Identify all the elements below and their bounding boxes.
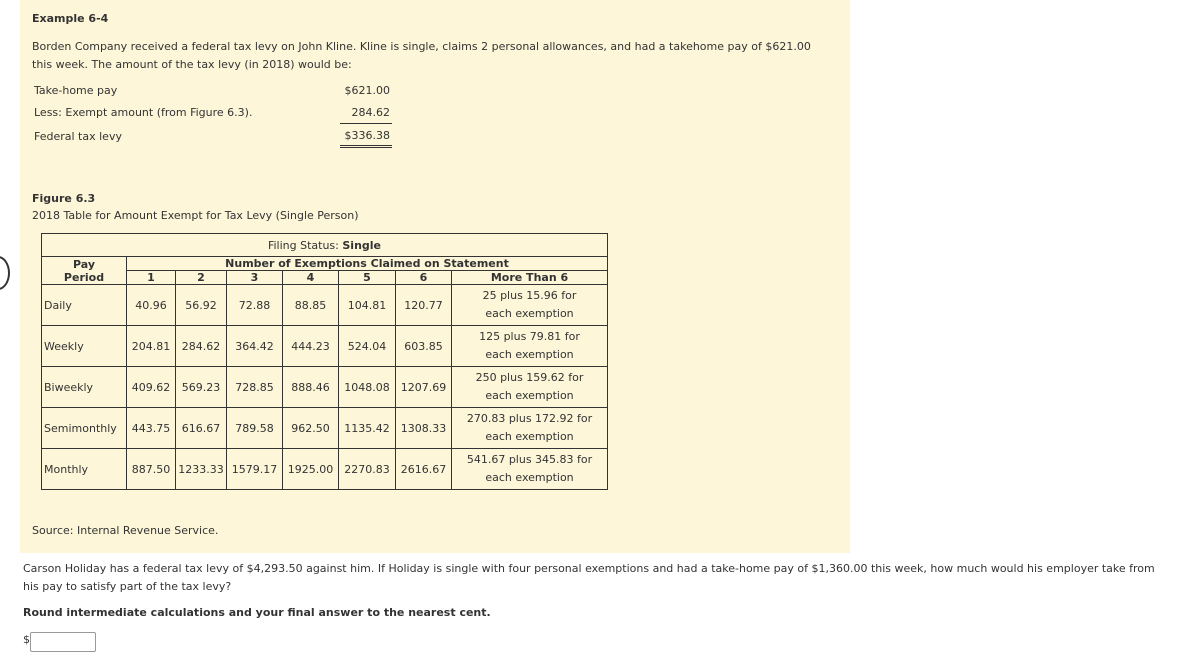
example-panel <box>20 0 850 553</box>
value-cell: 728.85 <box>227 367 283 408</box>
calc-value-levy: $336.38 <box>344 129 390 142</box>
more-line2: each exemption <box>485 348 574 361</box>
filing-status-value: Single <box>342 238 382 252</box>
currency-symbol: $ <box>23 633 30 646</box>
answer-input[interactable] <box>30 632 96 652</box>
filing-status-cell <box>42 234 608 257</box>
calc-value-exempt: 284.62 <box>351 106 390 119</box>
value-cell: 616.67 <box>176 408 227 449</box>
period-cell: Biweekly <box>42 367 127 408</box>
col-header-6: 6 <box>396 271 452 285</box>
filing-status-row <box>42 234 608 257</box>
value-cell: 364.42 <box>227 326 283 367</box>
question-text: Carson Holiday has a federal tax levy of $4,293.50 against him. If Holiday is single with four personal exemptions and had a take-home pay of $1,360.00 this week, how much would his employer take from his pay to satisfy part of the tax levy? <box>23 562 1155 593</box>
value-cell: 120.77 <box>396 285 452 326</box>
value-cell: 524.04 <box>339 326 396 367</box>
value-cell: 1308.33 <box>396 408 452 449</box>
more-than-six-cell <box>452 367 608 408</box>
column-header-row <box>42 271 608 285</box>
value-cell: 1579.17 <box>227 449 283 490</box>
table-row <box>42 408 608 449</box>
value-cell: 409.62 <box>127 367 176 408</box>
figure-title: Figure 6.3 <box>32 192 96 205</box>
more-than-six-cell <box>452 449 608 490</box>
more-line1: 270.83 plus 172.92 for <box>466 412 593 425</box>
value-cell: 603.85 <box>396 326 452 367</box>
pay-period-header-line2: Period <box>63 270 105 284</box>
figure-source: Source: Internal Revenue Service. <box>32 524 219 537</box>
left-bracket-decoration <box>0 256 10 290</box>
value-cell: 88.85 <box>283 285 339 326</box>
calc-double-underline <box>340 145 392 148</box>
table-row <box>42 367 608 408</box>
value-cell: 284.62 <box>176 326 227 367</box>
table-row <box>42 449 608 490</box>
calc-label-take-home: Take-home pay <box>34 84 118 97</box>
answer-row <box>23 633 30 646</box>
more-line2: each exemption <box>485 389 574 402</box>
pay-period-header <box>42 257 127 285</box>
more-line1: 125 plus 79.81 for <box>479 330 580 343</box>
value-cell: 104.81 <box>339 285 396 326</box>
calc-label-exempt: Less: Exempt amount (from Figure 6.3). <box>34 106 253 119</box>
pay-period-header-line1: Pay <box>72 257 96 271</box>
value-cell: 1135.42 <box>339 408 396 449</box>
value-cell: 1233.33 <box>176 449 227 490</box>
value-cell: 443.75 <box>127 408 176 449</box>
col-header-5: 5 <box>339 271 396 285</box>
col-header-2: 2 <box>176 271 227 285</box>
value-cell: 72.88 <box>227 285 283 326</box>
more-line1: 25 plus 15.96 for <box>482 289 577 302</box>
more-line2: each exemption <box>485 471 574 484</box>
example-title: Example 6-4 <box>32 12 109 25</box>
filing-status-label: Filing Status: <box>267 238 343 252</box>
value-cell: 2616.67 <box>396 449 452 490</box>
example-intro: Borden Company received a federal tax levy on John Kline. Kline is single, claims 2 personal allowances, and had a takehome pay of $621.00 this week. The amount of the tax levy (in 2018) would be: <box>32 40 811 71</box>
more-line1: 250 plus 159.62 for <box>475 371 584 384</box>
col-header-3: 3 <box>227 271 283 285</box>
value-cell: 1207.69 <box>396 367 452 408</box>
figure-subtitle: 2018 Table for Amount Exempt for Tax Levy (Single Person) <box>32 209 359 222</box>
value-cell: 962.50 <box>283 408 339 449</box>
value-cell: 2270.83 <box>339 449 396 490</box>
col-header-more: More Than 6 <box>452 271 608 285</box>
more-line2: each exemption <box>485 307 574 320</box>
more-line1: 541.67 plus 345.83 for <box>466 453 593 466</box>
value-cell: 888.46 <box>283 367 339 408</box>
exemptions-header: Number of Exemptions Claimed on Statement <box>127 257 608 271</box>
table-row <box>42 326 608 367</box>
value-cell: 56.92 <box>176 285 227 326</box>
table-row <box>42 285 608 326</box>
exempt-amount-table <box>41 233 608 490</box>
value-cell: 1048.08 <box>339 367 396 408</box>
rounding-instruction: Round intermediate calculations and your final answer to the nearest cent. <box>23 606 491 619</box>
calc-value-take-home: $621.00 <box>344 84 390 97</box>
period-cell: Weekly <box>42 326 127 367</box>
period-cell: Monthly <box>42 449 127 490</box>
value-cell: 204.81 <box>127 326 176 367</box>
more-than-six-cell <box>452 326 608 367</box>
exemptions-header-row <box>42 257 608 271</box>
more-than-six-cell <box>452 285 608 326</box>
more-than-six-cell <box>452 408 608 449</box>
value-cell: 1925.00 <box>283 449 339 490</box>
value-cell: 569.23 <box>176 367 227 408</box>
period-cell: Daily <box>42 285 127 326</box>
more-line2: each exemption <box>485 430 574 443</box>
col-header-1: 1 <box>127 271 176 285</box>
col-header-4: 4 <box>283 271 339 285</box>
value-cell: 887.50 <box>127 449 176 490</box>
period-cell: Semimonthly <box>42 408 127 449</box>
calc-label-levy: Federal tax levy <box>34 130 122 143</box>
calc-underline <box>340 123 392 124</box>
value-cell: 444.23 <box>283 326 339 367</box>
value-cell: 40.96 <box>127 285 176 326</box>
value-cell: 789.58 <box>227 408 283 449</box>
